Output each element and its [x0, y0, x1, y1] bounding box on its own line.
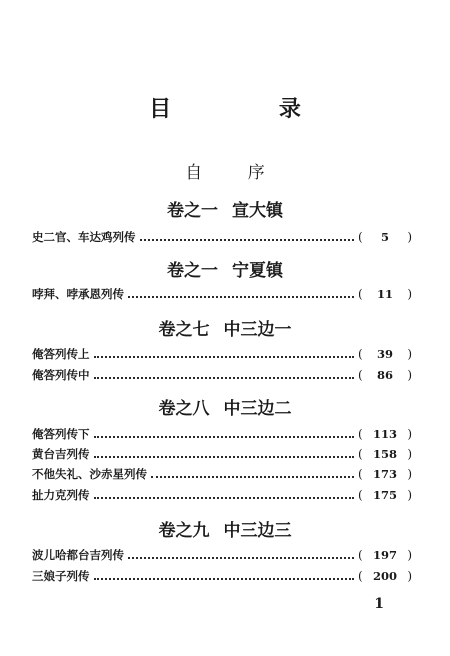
dot-leader [94, 456, 355, 458]
toc-entry[interactable] [32, 228, 412, 246]
region-label: 中三边一 [223, 320, 292, 340]
dot-leader [94, 497, 355, 499]
close-paren: ) [407, 569, 412, 583]
section-heading [0, 394, 450, 419]
entry-title: 扯力克列传 [32, 488, 90, 502]
region-label: 中三边三 [223, 521, 292, 541]
entry-title: 俺答列传下 [32, 427, 90, 441]
close-paren: ) [407, 230, 412, 244]
volume-label: 卷之一 [167, 201, 218, 221]
open-paren: ( [358, 548, 363, 562]
region-label: 宁夏镇 [232, 261, 283, 281]
page-number: 39 [376, 347, 393, 361]
open-paren: ( [358, 488, 363, 502]
dot-leader [94, 436, 355, 438]
close-paren: ) [407, 427, 412, 441]
page-ref [358, 569, 412, 583]
dot-leader [128, 557, 354, 559]
page-number: 11 [376, 287, 393, 301]
region-label: 中三边二 [223, 399, 292, 419]
open-paren: ( [358, 569, 363, 583]
toc-entry[interactable] [32, 465, 412, 483]
entry-title: 史二官、车达鸡列传 [32, 230, 136, 244]
volume-label: 卷之九 [158, 521, 210, 541]
section-heading [0, 516, 450, 541]
page-ref [358, 230, 412, 244]
page-number: 86 [376, 368, 393, 382]
preface-entry: 自 序 [185, 163, 285, 183]
page-ref [358, 447, 412, 461]
open-paren: ( [358, 467, 363, 481]
close-paren: ) [407, 347, 412, 361]
page-folio: 1 [374, 596, 384, 612]
toc-entry[interactable] [32, 567, 412, 585]
entry-title: 俺答列传上 [32, 347, 90, 361]
section-heading [0, 315, 450, 340]
entry-title: 三娘子列传 [32, 569, 90, 583]
entry-title: 俺答列传中 [32, 368, 90, 382]
volume-label: 卷之七 [158, 320, 210, 340]
toc-entry[interactable] [32, 445, 412, 463]
page-ref [358, 467, 412, 481]
page-number: 113 [372, 427, 397, 441]
open-paren: ( [358, 427, 363, 441]
dot-leader [94, 578, 355, 580]
page-number: 173 [372, 467, 397, 481]
volume-label: 卷之八 [158, 399, 210, 419]
open-paren: ( [358, 287, 363, 301]
entry-title: 波儿哈都台吉列传 [32, 548, 124, 562]
page-ref [358, 488, 412, 502]
page-number: 175 [372, 488, 397, 502]
close-paren: ) [407, 368, 412, 382]
page-ref [358, 287, 412, 301]
page-number: 200 [372, 569, 397, 583]
close-paren: ) [407, 287, 412, 301]
volume-label: 卷之一 [167, 261, 218, 281]
page-number: 5 [380, 230, 389, 244]
close-paren: ) [407, 467, 412, 481]
page-title: 目 录 [149, 96, 351, 122]
open-paren: ( [358, 368, 363, 382]
page-ref [358, 548, 412, 562]
close-paren: ) [407, 548, 412, 562]
dot-leader [128, 296, 354, 298]
region-label: 宣大镇 [232, 201, 283, 221]
page-number: 158 [372, 447, 397, 461]
toc-entry[interactable] [32, 285, 412, 303]
entry-title: 哱拜、哱承恩列传 [32, 287, 124, 301]
dot-leader [94, 356, 355, 358]
toc-entry[interactable] [32, 425, 412, 443]
section-heading [0, 256, 450, 281]
page-number: 197 [372, 548, 397, 562]
toc-entry[interactable] [32, 546, 412, 564]
open-paren: ( [358, 347, 363, 361]
page-ref [358, 347, 412, 361]
page-ref [358, 368, 412, 382]
entry-title: 不他失礼、沙赤星列传 [32, 467, 147, 481]
entry-title: 黄台吉列传 [32, 447, 90, 461]
dot-leader [151, 476, 354, 478]
close-paren: ) [407, 447, 412, 461]
toc-entry[interactable] [32, 486, 412, 504]
toc-entry[interactable] [32, 366, 412, 384]
toc-entry[interactable] [32, 345, 412, 363]
section-heading [0, 196, 450, 221]
dot-leader [94, 377, 355, 379]
dot-leader [140, 239, 355, 241]
open-paren: ( [358, 447, 363, 461]
close-paren: ) [407, 488, 412, 502]
page-ref [358, 427, 412, 441]
open-paren: ( [358, 230, 363, 244]
